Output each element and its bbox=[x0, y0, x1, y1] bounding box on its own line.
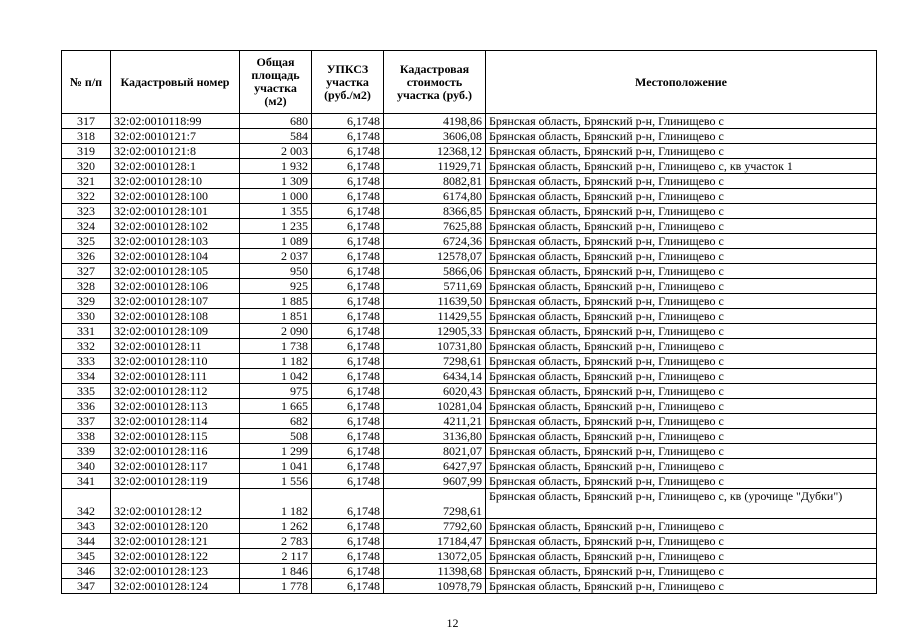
cell-num: 330 bbox=[62, 309, 111, 324]
cell-location: Брянская область, Брянский р-н, Глинищево с, кв участок 1 bbox=[486, 159, 877, 174]
cell-upkszu: 6,1748 bbox=[312, 114, 384, 129]
cell-num: 327 bbox=[62, 264, 111, 279]
cell-location: Брянская область, Брянский р-н, Глинищево с bbox=[486, 414, 877, 429]
cell-num: 317 bbox=[62, 114, 111, 129]
cell-area: 1 299 bbox=[240, 444, 312, 459]
cell-cadastral-cost: 12578,07 bbox=[384, 249, 486, 264]
table-row bbox=[62, 444, 877, 459]
table-row bbox=[62, 579, 877, 594]
cell-num: 331 bbox=[62, 324, 111, 339]
cell-cadastral-number: 32:02:0010128:122 bbox=[111, 549, 240, 564]
cell-upkszu: 6,1748 bbox=[312, 279, 384, 294]
table-row bbox=[62, 234, 877, 249]
table-row bbox=[62, 369, 877, 384]
cell-location: Брянская область, Брянский р-н, Глинищево с bbox=[486, 129, 877, 144]
cell-num: 326 bbox=[62, 249, 111, 264]
table-row bbox=[62, 474, 877, 489]
table-row bbox=[62, 309, 877, 324]
cell-area: 1 851 bbox=[240, 309, 312, 324]
cell-upkszu: 6,1748 bbox=[312, 414, 384, 429]
cell-area: 682 bbox=[240, 414, 312, 429]
cell-num: 320 bbox=[62, 159, 111, 174]
table-row bbox=[62, 264, 877, 279]
cell-cadastral-cost: 10281,04 bbox=[384, 399, 486, 414]
cell-cadastral-number: 32:02:0010128:115 bbox=[111, 429, 240, 444]
cell-location: Брянская область, Брянский р-н, Глинищево с bbox=[486, 174, 877, 189]
cell-num: 332 bbox=[62, 339, 111, 354]
cell-upkszu: 6,1748 bbox=[312, 444, 384, 459]
table-body bbox=[62, 114, 877, 594]
cell-area: 1 309 bbox=[240, 174, 312, 189]
cell-area: 680 bbox=[240, 114, 312, 129]
cell-cadastral-number: 32:02:0010128:110 bbox=[111, 354, 240, 369]
cell-upkszu: 6,1748 bbox=[312, 129, 384, 144]
cell-location: Брянская область, Брянский р-н, Глинищево с bbox=[486, 294, 877, 309]
cell-area: 1 932 bbox=[240, 159, 312, 174]
table-row bbox=[62, 564, 877, 579]
cell-area: 1 041 bbox=[240, 459, 312, 474]
table-row bbox=[62, 489, 877, 519]
header-upkszu: УПКСЗ участка (руб./м2) bbox=[312, 51, 384, 114]
table-row bbox=[62, 174, 877, 189]
cell-area: 2 090 bbox=[240, 324, 312, 339]
cell-num: 322 bbox=[62, 189, 111, 204]
table-row bbox=[62, 414, 877, 429]
cell-cadastral-cost: 6020,43 bbox=[384, 384, 486, 399]
cell-num: 321 bbox=[62, 174, 111, 189]
cell-upkszu: 6,1748 bbox=[312, 324, 384, 339]
cell-location: Брянская область, Брянский р-н, Глинищево с bbox=[486, 234, 877, 249]
cell-num: 340 bbox=[62, 459, 111, 474]
cell-cadastral-cost: 11639,50 bbox=[384, 294, 486, 309]
table-row bbox=[62, 519, 877, 534]
table-row bbox=[62, 219, 877, 234]
cell-location: Брянская область, Брянский р-н, Глинищево с bbox=[486, 264, 877, 279]
cell-location: Брянская область, Брянский р-н, Глинищево с bbox=[486, 369, 877, 384]
header-num: № п/п bbox=[62, 51, 111, 114]
cell-area: 2 003 bbox=[240, 144, 312, 159]
cell-cadastral-number: 32:02:0010128:10 bbox=[111, 174, 240, 189]
cell-cadastral-number: 32:02:0010128:114 bbox=[111, 414, 240, 429]
cell-location: Брянская область, Брянский р-н, Глинищево с bbox=[486, 309, 877, 324]
cell-num: 344 bbox=[62, 534, 111, 549]
cell-num: 337 bbox=[62, 414, 111, 429]
cell-area: 1 738 bbox=[240, 339, 312, 354]
cell-cadastral-number: 32:02:0010128:123 bbox=[111, 564, 240, 579]
cell-num: 339 bbox=[62, 444, 111, 459]
cell-area: 1 089 bbox=[240, 234, 312, 249]
cell-num: 335 bbox=[62, 384, 111, 399]
table-row bbox=[62, 189, 877, 204]
cell-cadastral-cost: 6724,36 bbox=[384, 234, 486, 249]
cell-cadastral-cost: 4211,21 bbox=[384, 414, 486, 429]
cell-cadastral-cost: 7792,60 bbox=[384, 519, 486, 534]
cell-cadastral-number: 32:02:0010128:111 bbox=[111, 369, 240, 384]
table-row bbox=[62, 249, 877, 264]
cell-num: 338 bbox=[62, 429, 111, 444]
cell-upkszu: 6,1748 bbox=[312, 204, 384, 219]
cell-num: 345 bbox=[62, 549, 111, 564]
cell-upkszu: 6,1748 bbox=[312, 189, 384, 204]
cell-location: Брянская область, Брянский р-н, Глинищево с bbox=[486, 564, 877, 579]
cell-location: Брянская область, Брянский р-н, Глинищево с bbox=[486, 474, 877, 489]
header-area: Общая площадь участка (м2) bbox=[240, 51, 312, 114]
cell-upkszu: 6,1748 bbox=[312, 534, 384, 549]
cell-location: Брянская область, Брянский р-н, Глинищево с bbox=[486, 534, 877, 549]
cell-num: 336 bbox=[62, 399, 111, 414]
cell-upkszu: 6,1748 bbox=[312, 384, 384, 399]
cell-location: Брянская область, Брянский р-н, Глинищево с bbox=[486, 189, 877, 204]
cell-area: 950 bbox=[240, 264, 312, 279]
cell-location: Брянская область, Брянский р-н, Глинищево с bbox=[486, 444, 877, 459]
cell-area: 1 665 bbox=[240, 399, 312, 414]
cell-cadastral-number: 32:02:0010128:11 bbox=[111, 339, 240, 354]
cell-location: Брянская область, Брянский р-н, Глинищево с bbox=[486, 399, 877, 414]
cell-cadastral-number: 32:02:0010128:120 bbox=[111, 519, 240, 534]
cell-num: 318 bbox=[62, 129, 111, 144]
cell-cadastral-cost: 7298,61 bbox=[384, 354, 486, 369]
cell-location: Брянская область, Брянский р-н, Глинищево с bbox=[486, 549, 877, 564]
cell-location: Брянская область, Брянский р-н, Глинищево с bbox=[486, 354, 877, 369]
cell-upkszu: 6,1748 bbox=[312, 159, 384, 174]
cell-cadastral-number: 32:02:0010128:113 bbox=[111, 399, 240, 414]
cell-num: 347 bbox=[62, 579, 111, 594]
cell-cadastral-cost: 3136,80 bbox=[384, 429, 486, 444]
cell-cadastral-number: 32:02:0010128:1 bbox=[111, 159, 240, 174]
table-row bbox=[62, 354, 877, 369]
cell-upkszu: 6,1748 bbox=[312, 294, 384, 309]
cell-cadastral-number: 32:02:0010128:117 bbox=[111, 459, 240, 474]
table-row bbox=[62, 324, 877, 339]
cell-num: 328 bbox=[62, 279, 111, 294]
table-row bbox=[62, 279, 877, 294]
cell-cadastral-cost: 9607,99 bbox=[384, 474, 486, 489]
cell-upkszu: 6,1748 bbox=[312, 549, 384, 564]
cell-num: 319 bbox=[62, 144, 111, 159]
cell-area: 1 778 bbox=[240, 579, 312, 594]
cell-upkszu: 6,1748 bbox=[312, 264, 384, 279]
cell-num: 342 bbox=[62, 489, 111, 519]
cell-area: 2 783 bbox=[240, 534, 312, 549]
page-number: 12 bbox=[446, 616, 459, 630]
cell-cadastral-cost: 8082,81 bbox=[384, 174, 486, 189]
table-row bbox=[62, 429, 877, 444]
cell-cadastral-number: 32:02:0010128:112 bbox=[111, 384, 240, 399]
cell-area: 584 bbox=[240, 129, 312, 144]
cell-upkszu: 6,1748 bbox=[312, 579, 384, 594]
cell-area: 1 846 bbox=[240, 564, 312, 579]
cell-cadastral-cost: 6427,97 bbox=[384, 459, 486, 474]
cell-upkszu: 6,1748 bbox=[312, 369, 384, 384]
cell-cadastral-number: 32:02:0010128:109 bbox=[111, 324, 240, 339]
cell-area: 2 117 bbox=[240, 549, 312, 564]
table-row bbox=[62, 549, 877, 564]
cell-upkszu: 6,1748 bbox=[312, 219, 384, 234]
cell-cadastral-cost: 13072,05 bbox=[384, 549, 486, 564]
cell-upkszu: 6,1748 bbox=[312, 519, 384, 534]
cell-area: 1 000 bbox=[240, 189, 312, 204]
cell-cadastral-number: 32:02:0010128:103 bbox=[111, 234, 240, 249]
cell-cadastral-number: 32:02:0010128:116 bbox=[111, 444, 240, 459]
cell-cadastral-number: 32:02:0010128:105 bbox=[111, 264, 240, 279]
table-row bbox=[62, 144, 877, 159]
cell-area: 1 182 bbox=[240, 489, 312, 519]
cell-cadastral-number: 32:02:0010128:106 bbox=[111, 279, 240, 294]
cell-area: 1 556 bbox=[240, 474, 312, 489]
cell-location: Брянская область, Брянский р-н, Глинищево с bbox=[486, 384, 877, 399]
cell-upkszu: 6,1748 bbox=[312, 309, 384, 324]
table-header-row bbox=[62, 51, 877, 114]
cell-num: 341 bbox=[62, 474, 111, 489]
cell-location: Брянская область, Брянский р-н, Глинищево с bbox=[486, 429, 877, 444]
cell-cadastral-cost: 7625,88 bbox=[384, 219, 486, 234]
table-row bbox=[62, 534, 877, 549]
cell-upkszu: 6,1748 bbox=[312, 474, 384, 489]
cell-location: Брянская область, Брянский р-н, Глинищево с bbox=[486, 339, 877, 354]
cell-upkszu: 6,1748 bbox=[312, 564, 384, 579]
cell-cadastral-number: 32:02:0010128:121 bbox=[111, 534, 240, 549]
cell-cadastral-number: 32:02:0010128:108 bbox=[111, 309, 240, 324]
cell-upkszu: 6,1748 bbox=[312, 429, 384, 444]
cell-upkszu: 6,1748 bbox=[312, 234, 384, 249]
cell-cadastral-number: 32:02:0010128:100 bbox=[111, 189, 240, 204]
cell-cadastral-cost: 8021,07 bbox=[384, 444, 486, 459]
cell-area: 508 bbox=[240, 429, 312, 444]
cell-area: 1 355 bbox=[240, 204, 312, 219]
cell-upkszu: 6,1748 bbox=[312, 339, 384, 354]
cell-location: Брянская область, Брянский р-н, Глинищево с bbox=[486, 144, 877, 159]
cell-location: Брянская область, Брянский р-н, Глинищево с bbox=[486, 249, 877, 264]
cell-cadastral-cost: 12368,12 bbox=[384, 144, 486, 159]
cell-num: 334 bbox=[62, 369, 111, 384]
cell-cadastral-cost: 7298,61 bbox=[384, 489, 486, 519]
cell-cadastral-cost: 5711,69 bbox=[384, 279, 486, 294]
cell-area: 1 042 bbox=[240, 369, 312, 384]
table-row bbox=[62, 129, 877, 144]
cell-location: Брянская область, Брянский р-н, Глинищево с bbox=[486, 219, 877, 234]
cell-cadastral-cost: 10731,80 bbox=[384, 339, 486, 354]
cell-area: 975 bbox=[240, 384, 312, 399]
cell-area: 1 262 bbox=[240, 519, 312, 534]
cell-upkszu: 6,1748 bbox=[312, 144, 384, 159]
cell-location: Брянская область, Брянский р-н, Глинищево с, кв (урочище "Дубки") bbox=[486, 489, 877, 519]
table-row bbox=[62, 294, 877, 309]
cell-num: 343 bbox=[62, 519, 111, 534]
cadastral-table bbox=[61, 50, 877, 594]
cell-cadastral-cost: 11429,55 bbox=[384, 309, 486, 324]
table-row bbox=[62, 459, 877, 474]
cell-cadastral-number: 32:02:0010128:102 bbox=[111, 219, 240, 234]
cell-cadastral-number: 32:02:0010128:104 bbox=[111, 249, 240, 264]
cell-cadastral-number: 32:02:0010128:101 bbox=[111, 204, 240, 219]
header-cadastral-number: Кадастровый номер bbox=[111, 51, 240, 114]
cell-location: Брянская область, Брянский р-н, Глинищево с bbox=[486, 459, 877, 474]
table-row bbox=[62, 384, 877, 399]
cell-cadastral-cost: 8366,85 bbox=[384, 204, 486, 219]
cell-num: 323 bbox=[62, 204, 111, 219]
table-row bbox=[62, 204, 877, 219]
cell-cadastral-cost: 6434,14 bbox=[384, 369, 486, 384]
cell-upkszu: 6,1748 bbox=[312, 174, 384, 189]
cell-cadastral-number: 32:02:0010128:119 bbox=[111, 474, 240, 489]
cell-cadastral-cost: 11398,68 bbox=[384, 564, 486, 579]
cell-area: 925 bbox=[240, 279, 312, 294]
cell-cadastral-number: 32:02:0010128:12 bbox=[111, 489, 240, 519]
table-row bbox=[62, 399, 877, 414]
cell-location: Брянская область, Брянский р-н, Глинищево с bbox=[486, 279, 877, 294]
cell-cadastral-cost: 6174,80 bbox=[384, 189, 486, 204]
cell-cadastral-number: 32:02:0010128:107 bbox=[111, 294, 240, 309]
cell-cadastral-number: 32:02:0010118:99 bbox=[111, 114, 240, 129]
cell-cadastral-cost: 11929,71 bbox=[384, 159, 486, 174]
cell-area: 1 885 bbox=[240, 294, 312, 309]
table-row bbox=[62, 159, 877, 174]
cell-area: 2 037 bbox=[240, 249, 312, 264]
cell-cadastral-number: 32:02:0010121:8 bbox=[111, 144, 240, 159]
cell-num: 333 bbox=[62, 354, 111, 369]
cell-location: Брянская область, Брянский р-н, Глинищево с bbox=[486, 204, 877, 219]
cell-location: Брянская область, Брянский р-н, Глинищево с bbox=[486, 579, 877, 594]
header-location: Местоположение bbox=[486, 51, 877, 114]
cell-cadastral-cost: 4198,86 bbox=[384, 114, 486, 129]
cell-upkszu: 6,1748 bbox=[312, 489, 384, 519]
cell-upkszu: 6,1748 bbox=[312, 399, 384, 414]
cell-cadastral-number: 32:02:0010121:7 bbox=[111, 129, 240, 144]
cell-cadastral-cost: 12905,33 bbox=[384, 324, 486, 339]
table-row bbox=[62, 339, 877, 354]
cell-num: 346 bbox=[62, 564, 111, 579]
cell-location: Брянская область, Брянский р-н, Глинищево с bbox=[486, 114, 877, 129]
cell-area: 1 235 bbox=[240, 219, 312, 234]
cell-cadastral-cost: 17184,47 bbox=[384, 534, 486, 549]
cell-upkszu: 6,1748 bbox=[312, 249, 384, 264]
cell-cadastral-cost: 3606,08 bbox=[384, 129, 486, 144]
cell-cadastral-cost: 10978,79 bbox=[384, 579, 486, 594]
cell-location: Брянская область, Брянский р-н, Глинищево с bbox=[486, 519, 877, 534]
cell-num: 325 bbox=[62, 234, 111, 249]
cell-cadastral-number: 32:02:0010128:124 bbox=[111, 579, 240, 594]
cell-num: 324 bbox=[62, 219, 111, 234]
cell-upkszu: 6,1748 bbox=[312, 354, 384, 369]
cell-upkszu: 6,1748 bbox=[312, 459, 384, 474]
table-row bbox=[62, 114, 877, 129]
cell-num: 329 bbox=[62, 294, 111, 309]
cell-location: Брянская область, Брянский р-н, Глинищево с bbox=[486, 324, 877, 339]
header-cadastral-cost: Кадастровая стоимость участка (руб.) bbox=[384, 51, 486, 114]
cell-cadastral-cost: 5866,06 bbox=[384, 264, 486, 279]
cell-area: 1 182 bbox=[240, 354, 312, 369]
